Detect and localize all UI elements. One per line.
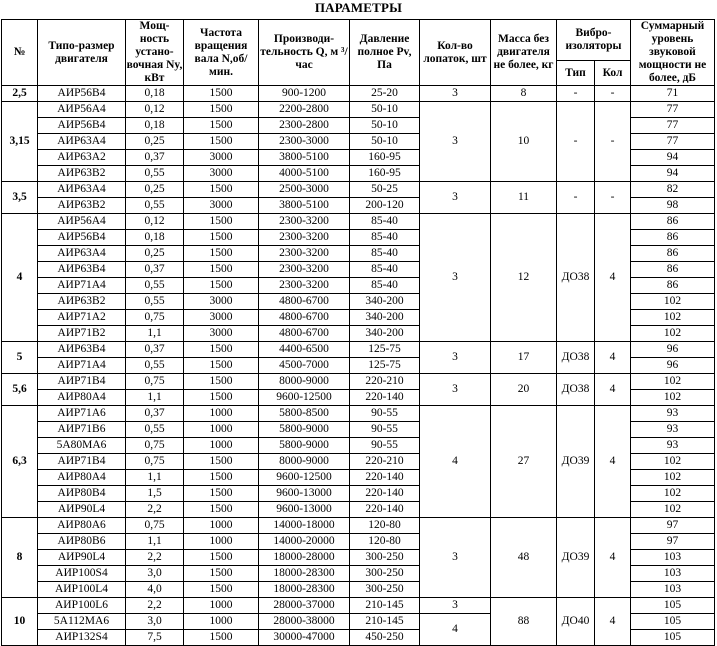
- power-cell: 0,55: [126, 198, 184, 214]
- pressure-cell: 50-10: [350, 134, 420, 150]
- motor-cell: АИР80В6: [38, 534, 126, 550]
- vibro-qty-cell: 4: [595, 518, 631, 598]
- flow-cell: 2300-3200: [259, 278, 350, 294]
- power-cell: 0,18: [126, 118, 184, 134]
- flow-cell: 9600-12500: [259, 470, 350, 486]
- speed-cell: 1500: [184, 582, 259, 598]
- speed-cell: 1500: [184, 246, 259, 262]
- table-row: [2, 182, 715, 198]
- speed-cell: 1500: [184, 486, 259, 502]
- motor-cell: АИР71В4: [38, 454, 126, 470]
- speed-cell: 3000: [184, 310, 259, 326]
- header-blades: Кол-во лопаток, шт: [420, 20, 491, 86]
- speed-cell: 1000: [184, 438, 259, 454]
- noise-cell: 94: [631, 150, 715, 166]
- noise-cell: 86: [631, 262, 715, 278]
- speed-cell: 1500: [184, 134, 259, 150]
- pressure-cell: 85-40: [350, 230, 420, 246]
- speed-cell: 1500: [184, 630, 259, 646]
- motor-cell: АИР56В4: [38, 86, 126, 102]
- power-cell: 0,55: [126, 422, 184, 438]
- noise-cell: 71: [631, 86, 715, 102]
- speed-cell: 1500: [184, 358, 259, 374]
- speed-cell: 1500: [184, 566, 259, 582]
- speed-cell: 1500: [184, 102, 259, 118]
- speed-cell: 1500: [184, 278, 259, 294]
- speed-cell: 1000: [184, 422, 259, 438]
- pressure-cell: 220-140: [350, 486, 420, 502]
- mass-cell: 10: [491, 102, 557, 182]
- mass-cell: 20: [491, 374, 557, 406]
- speed-cell: 1500: [184, 214, 259, 230]
- noise-cell: 97: [631, 518, 715, 534]
- pressure-cell: 220-140: [350, 470, 420, 486]
- pressure-cell: 90-55: [350, 422, 420, 438]
- pressure-cell: 90-55: [350, 438, 420, 454]
- flow-cell: 5800-9000: [259, 438, 350, 454]
- noise-cell: 77: [631, 102, 715, 118]
- power-cell: 3,0: [126, 566, 184, 582]
- vibro-type-cell: -: [557, 86, 595, 102]
- flow-cell: 9600-13000: [259, 502, 350, 518]
- mass-cell: 88: [491, 598, 557, 646]
- motor-cell: АИР71А4: [38, 358, 126, 374]
- flow-cell: 2500-3000: [259, 182, 350, 198]
- flow-cell: 14000-20000: [259, 534, 350, 550]
- power-cell: 0,55: [126, 166, 184, 182]
- motor-cell: АИР63В2: [38, 294, 126, 310]
- motor-cell: АИР56А4: [38, 102, 126, 118]
- motor-cell: АИР63В2: [38, 198, 126, 214]
- motor-cell: АИР80А4: [38, 390, 126, 406]
- pressure-cell: 340-200: [350, 310, 420, 326]
- header-speed: Частота вращения вала N,об/мин.: [184, 20, 259, 86]
- noise-cell: 105: [631, 614, 715, 630]
- power-cell: 0,75: [126, 438, 184, 454]
- motor-cell: АИР100L4: [38, 582, 126, 598]
- power-cell: 1,1: [126, 470, 184, 486]
- pressure-cell: 85-40: [350, 278, 420, 294]
- pressure-cell: 160-95: [350, 150, 420, 166]
- pressure-cell: 220-210: [350, 454, 420, 470]
- noise-cell: 102: [631, 390, 715, 406]
- fan-number-cell: 5,6: [2, 374, 38, 406]
- speed-cell: 1000: [184, 598, 259, 614]
- flow-cell: 8000-9000: [259, 454, 350, 470]
- flow-cell: 2300-3200: [259, 230, 350, 246]
- flow-cell: 3800-5100: [259, 150, 350, 166]
- motor-cell: АИР71В4: [38, 374, 126, 390]
- motor-cell: АИР63А4: [38, 246, 126, 262]
- power-cell: 3,0: [126, 614, 184, 630]
- header-number: №: [2, 20, 38, 86]
- speed-cell: 3000: [184, 326, 259, 342]
- speed-cell: 3000: [184, 150, 259, 166]
- power-cell: 0,18: [126, 230, 184, 246]
- page-title: ПАРАМЕТРЫ: [314, 0, 403, 15]
- power-cell: 0,25: [126, 246, 184, 262]
- speed-cell: 1500: [184, 390, 259, 406]
- vibro-type-cell: ДО39: [557, 518, 595, 598]
- pressure-cell: 200-120: [350, 198, 420, 214]
- motor-cell: АИР80В4: [38, 486, 126, 502]
- speed-cell: 3000: [184, 166, 259, 182]
- motor-cell: АИР63А2: [38, 150, 126, 166]
- noise-cell: 103: [631, 582, 715, 598]
- power-cell: 1,1: [126, 390, 184, 406]
- table-row: [2, 406, 715, 422]
- vibro-type-cell: ДО40: [557, 598, 595, 646]
- flow-cell: 28000-37000: [259, 598, 350, 614]
- parameters-table: [1, 19, 715, 646]
- noise-cell: 77: [631, 134, 715, 150]
- fan-number-cell: 6,3: [2, 406, 38, 518]
- motor-cell: АИР63В2: [38, 166, 126, 182]
- power-cell: 0,75: [126, 454, 184, 470]
- flow-cell: 28000-38000: [259, 614, 350, 630]
- speed-cell: 1500: [184, 454, 259, 470]
- power-cell: 7,5: [126, 630, 184, 646]
- power-cell: 1,1: [126, 534, 184, 550]
- vibro-type-cell: ДО38: [557, 374, 595, 406]
- vibro-qty-cell: -: [595, 86, 631, 102]
- noise-cell: 86: [631, 214, 715, 230]
- pressure-cell: 300-250: [350, 550, 420, 566]
- flow-cell: 18000-28300: [259, 582, 350, 598]
- header-pressure: Давление полное Pv, Па: [350, 20, 420, 86]
- speed-cell: 3000: [184, 198, 259, 214]
- header-flow: Производи-тельность Q, м ³/час: [259, 20, 350, 86]
- blades-cell: 3: [420, 214, 491, 342]
- speed-cell: 1000: [184, 614, 259, 630]
- motor-cell: АИР132S4: [38, 630, 126, 646]
- mass-cell: 12: [491, 214, 557, 342]
- pressure-cell: 85-40: [350, 246, 420, 262]
- flow-cell: 4000-5100: [259, 166, 350, 182]
- pressure-cell: 210-145: [350, 614, 420, 630]
- blades-cell: 3: [420, 374, 491, 406]
- noise-cell: 96: [631, 358, 715, 374]
- motor-cell: АИР56А4: [38, 214, 126, 230]
- power-cell: 2,2: [126, 550, 184, 566]
- flow-cell: 3800-5100: [259, 198, 350, 214]
- motor-cell: 5А112МА6: [38, 614, 126, 630]
- power-cell: 0,75: [126, 518, 184, 534]
- blades-cell: 4: [420, 406, 491, 518]
- noise-cell: 86: [631, 230, 715, 246]
- motor-cell: АИР63А4: [38, 134, 126, 150]
- fan-number-cell: 4: [2, 214, 38, 342]
- flow-cell: 2300-3200: [259, 214, 350, 230]
- header-vibro-qty: Кол: [595, 61, 631, 86]
- speed-cell: 1000: [184, 518, 259, 534]
- power-cell: 0,37: [126, 262, 184, 278]
- table-row: [2, 598, 715, 614]
- motor-cell: АИР71А4: [38, 278, 126, 294]
- speed-cell: 1500: [184, 374, 259, 390]
- vibro-qty-cell: 4: [595, 406, 631, 518]
- mass-cell: 8: [491, 86, 557, 102]
- flow-cell: 4800-6700: [259, 310, 350, 326]
- noise-cell: 105: [631, 598, 715, 614]
- speed-cell: 1000: [184, 534, 259, 550]
- motor-cell: АИР71А2: [38, 310, 126, 326]
- noise-cell: 82: [631, 182, 715, 198]
- blades-cell: 3: [420, 102, 491, 182]
- fan-number-cell: 3,15: [2, 102, 38, 182]
- pressure-cell: 25-20: [350, 86, 420, 102]
- pressure-cell: 220-140: [350, 502, 420, 518]
- motor-cell: АИР80А4: [38, 470, 126, 486]
- power-cell: 0,37: [126, 150, 184, 166]
- fan-number-cell: 8: [2, 518, 38, 598]
- noise-cell: 102: [631, 294, 715, 310]
- table-row: [2, 518, 715, 534]
- flow-cell: 30000-47000: [259, 630, 350, 646]
- noise-cell: 97: [631, 534, 715, 550]
- vibro-qty-cell: -: [595, 102, 631, 182]
- table-row: [2, 342, 715, 358]
- header-vibro: Вибро-изоляторы: [557, 20, 631, 61]
- flow-cell: 9600-12500: [259, 390, 350, 406]
- noise-cell: 102: [631, 486, 715, 502]
- motor-cell: АИР63В4: [38, 262, 126, 278]
- mass-cell: 27: [491, 406, 557, 518]
- noise-cell: 93: [631, 422, 715, 438]
- flow-cell: 4400-6500: [259, 342, 350, 358]
- table-body: [2, 86, 715, 646]
- power-cell: 0,12: [126, 214, 184, 230]
- header-vibro-type: Тип: [557, 61, 595, 86]
- motor-cell: АИР90L4: [38, 550, 126, 566]
- flow-cell: 18000-28000: [259, 550, 350, 566]
- noise-cell: 96: [631, 342, 715, 358]
- fan-number-cell: 5: [2, 342, 38, 374]
- vibro-type-cell: ДО38: [557, 214, 595, 342]
- pressure-cell: 120-80: [350, 534, 420, 550]
- pressure-cell: 85-40: [350, 214, 420, 230]
- noise-cell: 102: [631, 454, 715, 470]
- power-cell: 0,37: [126, 342, 184, 358]
- power-cell: 4,0: [126, 582, 184, 598]
- power-cell: 2,2: [126, 598, 184, 614]
- motor-cell: АИР100S4: [38, 566, 126, 582]
- table-row: [2, 214, 715, 230]
- vibro-qty-cell: 4: [595, 342, 631, 374]
- header-power: Мощ-ность устано-вочная Ny, кВт: [126, 20, 183, 84]
- mass-cell: 48: [491, 518, 557, 598]
- blades-cell: 3: [420, 518, 491, 598]
- table-row: [2, 374, 715, 390]
- power-cell: 0,18: [126, 86, 184, 102]
- flow-cell: 2300-3200: [259, 262, 350, 278]
- flow-cell: 8000-9000: [259, 374, 350, 390]
- speed-cell: 1500: [184, 230, 259, 246]
- speed-cell: 1500: [184, 470, 259, 486]
- blades-cell: 4: [420, 614, 491, 646]
- motor-cell: АИР56В4: [38, 118, 126, 134]
- power-cell: 0,55: [126, 294, 184, 310]
- vibro-qty-cell: -: [595, 182, 631, 214]
- noise-cell: 102: [631, 470, 715, 486]
- power-cell: 1,1: [126, 326, 184, 342]
- pressure-cell: 160-95: [350, 166, 420, 182]
- noise-cell: 102: [631, 502, 715, 518]
- noise-cell: 102: [631, 374, 715, 390]
- vibro-type-cell: ДО38: [557, 342, 595, 374]
- table-row: [2, 102, 715, 118]
- flow-cell: 4800-6700: [259, 326, 350, 342]
- noise-cell: 98: [631, 198, 715, 214]
- flow-cell: 900-1200: [259, 86, 350, 102]
- header-noise: Суммарный уровень звуковой мощности не более, дБ: [631, 20, 715, 86]
- noise-cell: 86: [631, 278, 715, 294]
- motor-cell: АИР71А6: [38, 406, 126, 422]
- flow-cell: 4500-7000: [259, 358, 350, 374]
- flow-cell: 9600-13000: [259, 486, 350, 502]
- pressure-cell: 340-200: [350, 294, 420, 310]
- motor-cell: АИР90L4: [38, 502, 126, 518]
- vibro-type-cell: -: [557, 182, 595, 214]
- pressure-cell: 340-200: [350, 326, 420, 342]
- blades-cell: 3: [420, 86, 491, 102]
- speed-cell: 1500: [184, 118, 259, 134]
- pressure-cell: 300-250: [350, 582, 420, 598]
- mass-cell: 11: [491, 182, 557, 214]
- table-row: [2, 86, 715, 102]
- fan-number-cell: 3,5: [2, 182, 38, 214]
- blades-cell: 3: [420, 182, 491, 214]
- speed-cell: 1500: [184, 182, 259, 198]
- pressure-cell: 50-25: [350, 182, 420, 198]
- power-cell: 0,37: [126, 406, 184, 422]
- flow-cell: 2300-2800: [259, 118, 350, 134]
- flow-cell: 2300-3200: [259, 246, 350, 262]
- motor-cell: 5А80МА6: [38, 438, 126, 454]
- pressure-cell: 50-10: [350, 118, 420, 134]
- vibro-type-cell: ДО39: [557, 406, 595, 518]
- power-cell: 1,5: [126, 486, 184, 502]
- mass-cell: 17: [491, 342, 557, 374]
- motor-cell: АИР63А4: [38, 182, 126, 198]
- speed-cell: 1500: [184, 550, 259, 566]
- power-cell: 0,12: [126, 102, 184, 118]
- pressure-cell: 125-75: [350, 358, 420, 374]
- header-motor: Типо-размер двигателя: [38, 20, 126, 86]
- pressure-cell: 220-140: [350, 390, 420, 406]
- power-cell: 0,55: [126, 278, 184, 294]
- motor-cell: АИР63В4: [38, 342, 126, 358]
- header-mass: Масса без двигателя не более, кг: [491, 20, 557, 86]
- blades-cell: 3: [420, 598, 491, 614]
- noise-cell: 77: [631, 118, 715, 134]
- flow-cell: 4800-6700: [259, 294, 350, 310]
- power-cell: 0,75: [126, 310, 184, 326]
- flow-cell: 5800-8500: [259, 406, 350, 422]
- speed-cell: 1500: [184, 342, 259, 358]
- noise-cell: 105: [631, 630, 715, 646]
- noise-cell: 94: [631, 166, 715, 182]
- pressure-cell: 120-80: [350, 518, 420, 534]
- noise-cell: 86: [631, 246, 715, 262]
- fan-number-cell: 10: [2, 598, 38, 646]
- pressure-cell: 85-40: [350, 262, 420, 278]
- table-header: [2, 20, 715, 86]
- power-cell: 0,25: [126, 182, 184, 198]
- flow-cell: 2200-2800: [259, 102, 350, 118]
- motor-cell: АИР56В4: [38, 230, 126, 246]
- vibro-qty-cell: 4: [595, 374, 631, 406]
- pressure-cell: 125-75: [350, 342, 420, 358]
- motor-cell: АИР100L6: [38, 598, 126, 614]
- noise-cell: 93: [631, 406, 715, 422]
- blades-cell: 3: [420, 342, 491, 374]
- noise-cell: 93: [631, 438, 715, 454]
- speed-cell: 1000: [184, 406, 259, 422]
- pressure-cell: 210-145: [350, 598, 420, 614]
- pressure-cell: 90-55: [350, 406, 420, 422]
- pressure-cell: 450-250: [350, 630, 420, 646]
- vibro-qty-cell: 4: [595, 598, 631, 646]
- speed-cell: 1500: [184, 86, 259, 102]
- noise-cell: 103: [631, 550, 715, 566]
- power-cell: 2,2: [126, 502, 184, 518]
- speed-cell: 1500: [184, 502, 259, 518]
- motor-cell: АИР71В2: [38, 326, 126, 342]
- fan-number-cell: 2,5: [2, 86, 38, 102]
- flow-cell: 14000-18000: [259, 518, 350, 534]
- pressure-cell: 300-250: [350, 566, 420, 582]
- flow-cell: 5800-9000: [259, 422, 350, 438]
- vibro-qty-cell: 4: [595, 214, 631, 342]
- vibro-type-cell: -: [557, 102, 595, 182]
- noise-cell: 103: [631, 566, 715, 582]
- noise-cell: 102: [631, 326, 715, 342]
- noise-cell: 102: [631, 310, 715, 326]
- motor-cell: АИР80А6: [38, 518, 126, 534]
- speed-cell: 3000: [184, 294, 259, 310]
- speed-cell: 1500: [184, 262, 259, 278]
- motor-cell: АИР71В6: [38, 422, 126, 438]
- flow-cell: 2300-3000: [259, 134, 350, 150]
- pressure-cell: 50-10: [350, 102, 420, 118]
- flow-cell: 18000-28300: [259, 566, 350, 582]
- power-cell: 0,55: [126, 358, 184, 374]
- power-cell: 0,25: [126, 134, 184, 150]
- power-cell: 0,75: [126, 374, 184, 390]
- pressure-cell: 220-210: [350, 374, 420, 390]
